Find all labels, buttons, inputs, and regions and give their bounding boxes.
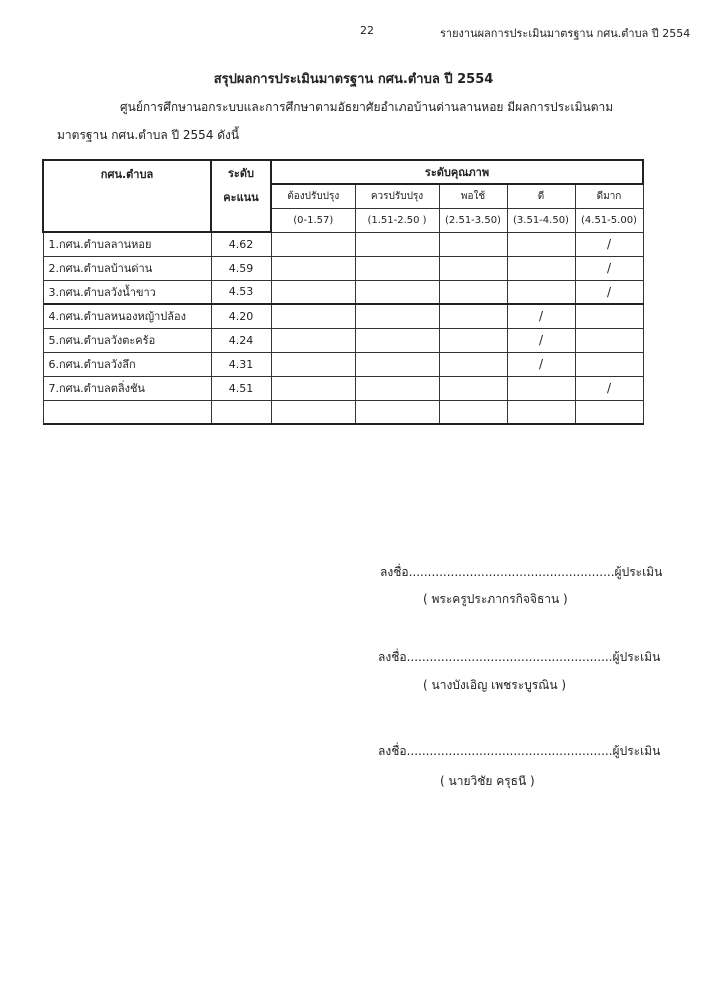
level-range-1: (1.51-2.50 ) (355, 208, 439, 232)
signatory-name-1: ( พระครูประภากรกิจจิธาน ) (423, 592, 568, 606)
level-cell (439, 328, 507, 352)
table-row (43, 304, 643, 328)
level-cell (355, 352, 439, 376)
intro-paragraph-line1: ศูนย์การศึกษานอกระบบและการศึกษาตามอัธยาศัยอำเภอบ้านด่านลานหอย มีผลการประเมินตาม (120, 100, 614, 114)
table-row-empty (43, 400, 643, 424)
check-mark: / (575, 256, 643, 280)
level-label-0: ต้องปรับปรุง (271, 184, 355, 208)
row-score: 4.20 (211, 304, 271, 328)
column-header-score-line2: คะแนน (211, 184, 271, 232)
level-cell (507, 256, 575, 280)
table-body (43, 232, 643, 424)
row-score: 4.62 (211, 232, 271, 256)
check-mark: / (575, 376, 643, 400)
level-cell (271, 280, 355, 304)
level-cell (439, 376, 507, 400)
check-mark: / (507, 304, 575, 328)
row-name: 6.กศน.ตำบลวังลึก (43, 352, 211, 376)
signatory-name-2: ( นางบังเอิญ เพชระบูรณิน ) (423, 678, 567, 692)
row-score: 4.51 (211, 376, 271, 400)
level-label-3: ดี (507, 184, 575, 208)
row-name: 5.กศน.ตำบลวังตะคร้อ (43, 328, 211, 352)
row-name: 2.กศน.ตำบลบ้านด่าน (43, 256, 211, 280)
level-range-3: (3.51-4.50) (507, 208, 575, 232)
level-cell (575, 328, 643, 352)
check-mark: / (575, 280, 643, 304)
level-cell (271, 352, 355, 376)
table-row (43, 232, 643, 256)
level-cell (439, 280, 507, 304)
document-title: สรุปผลการประเมินมาตรฐาน กศน.ตำบล ปี 2554 (213, 72, 494, 87)
empty-cell (43, 400, 211, 424)
check-mark: / (507, 352, 575, 376)
signature-line-3: ลงชื่อ......................................................ผู้ประเมิน (378, 744, 661, 758)
level-cell (507, 376, 575, 400)
level-cell (439, 256, 507, 280)
level-cell (355, 376, 439, 400)
column-header-quality: ระดับคุณภาพ (271, 160, 643, 184)
level-cell (271, 232, 355, 256)
level-cell (355, 328, 439, 352)
empty-cell (355, 400, 439, 424)
level-cell (575, 304, 643, 328)
level-cell (439, 304, 507, 328)
level-cell (575, 352, 643, 376)
row-score: 4.53 (211, 280, 271, 304)
evaluation-table (42, 159, 644, 425)
running-header: รายงานผลการประเมินมาตรฐาน กศน.ตำบล ปี 2554 (440, 27, 691, 40)
level-range-0: (0-1.57) (271, 208, 355, 232)
column-header-score-line1: ระดับ (211, 160, 271, 184)
row-score: 4.59 (211, 256, 271, 280)
level-cell (439, 352, 507, 376)
empty-cell (575, 400, 643, 424)
level-label-4: ดีมาก (575, 184, 643, 208)
level-label-2: พอใช้ (439, 184, 507, 208)
intro-paragraph-line2: มาตรฐาน กศน.ตำบล ปี 2554 ดังนี้ (57, 128, 240, 142)
level-cell (439, 232, 507, 256)
empty-cell (507, 400, 575, 424)
check-mark: / (507, 328, 575, 352)
level-range-4: (4.51-5.00) (575, 208, 643, 232)
row-score: 4.31 (211, 352, 271, 376)
signatory-name-3: ( นายวิชัย ครุธนี ) (440, 774, 535, 788)
column-header-name: กศน.ตำบล (43, 160, 211, 232)
row-score: 4.24 (211, 328, 271, 352)
row-name: 4.กศน.ตำบลหนองหญ้าปล้อง (43, 304, 211, 328)
table-row (43, 280, 643, 304)
level-range-2: (2.51-3.50) (439, 208, 507, 232)
level-cell (271, 376, 355, 400)
row-name: 3.กศน.ตำบลวังน้ำขาว (43, 280, 211, 304)
table-row (43, 256, 643, 280)
row-name: 7.กศน.ตำบลตลิ่งชัน (43, 376, 211, 400)
page-number: 22 (360, 24, 374, 37)
level-cell (271, 256, 355, 280)
signature-line-2: ลงชื่อ......................................................ผู้ประเมิน (378, 650, 661, 664)
level-cell (507, 280, 575, 304)
level-cell (271, 328, 355, 352)
table-row (43, 376, 643, 400)
empty-cell (211, 400, 271, 424)
level-cell (355, 232, 439, 256)
level-cell (355, 304, 439, 328)
table-row (43, 352, 643, 376)
level-label-1: ควรปรับปรุง (355, 184, 439, 208)
level-cell (271, 304, 355, 328)
signature-line-1: ลงชื่อ......................................................ผู้ประเมิน (380, 565, 663, 579)
empty-cell (271, 400, 355, 424)
table-row (43, 328, 643, 352)
check-mark: / (575, 232, 643, 256)
row-name: 1.กศน.ตำบลลานหอย (43, 232, 211, 256)
level-cell (507, 232, 575, 256)
level-cell (355, 256, 439, 280)
empty-cell (439, 400, 507, 424)
level-cell (355, 280, 439, 304)
